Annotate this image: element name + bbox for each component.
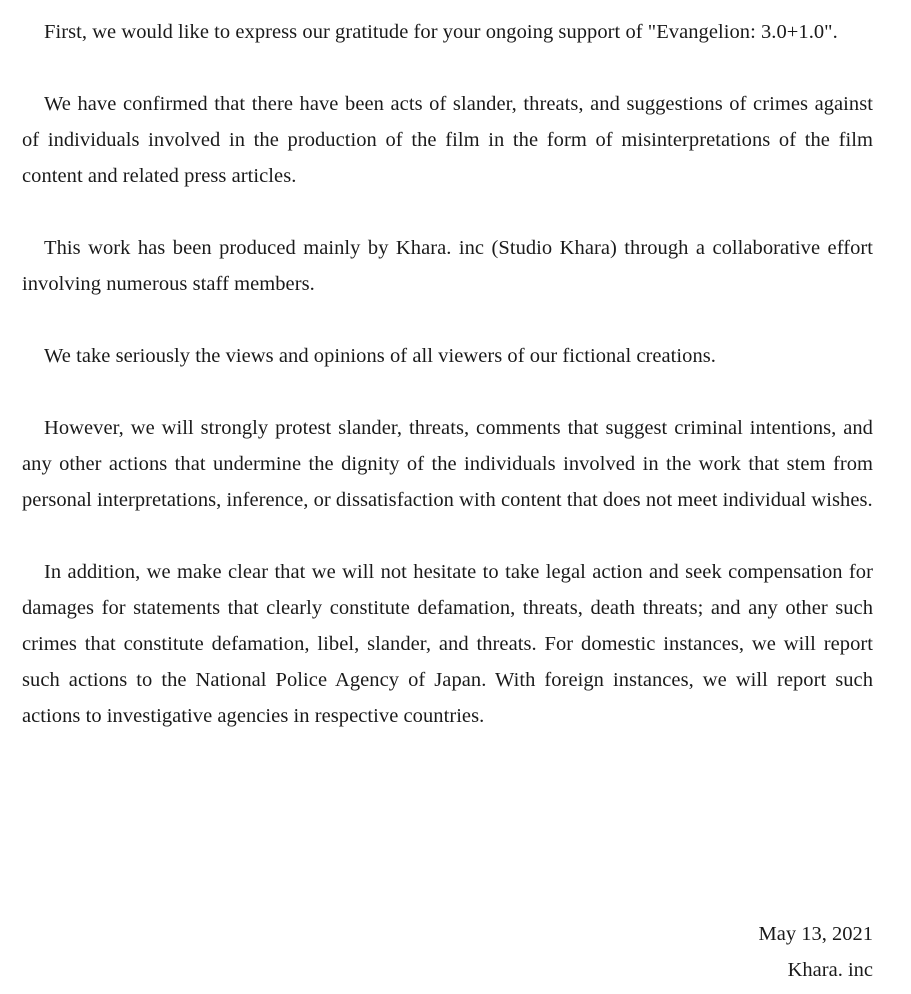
paragraph-production: This work has been produced mainly by Khara. inc (Studio Khara) through a collaborative effort involving numerous staff members. bbox=[22, 237, 873, 295]
paragraph-gratitude: First, we would like to express our gratitude for your ongoing support of "Evangelion: 3.0+1.0". bbox=[44, 21, 838, 43]
paragraph-confirmed-acts: We have confirmed that there have been acts of slander, threats, and suggestions of crimes against of individuals involved in the production of the film in the form of misinterpretations of the film content and related press articles. bbox=[22, 93, 873, 187]
signature-company: Khara. inc bbox=[787, 959, 873, 981]
paragraph-legal-action: In addition, we make clear that we will not hesitate to take legal action and seek compensation for damages for statements that clearly constitute defamation, threats, death threats; and any other such crimes that constitute defamation, libel, slander, and threats. For domestic instances, we will report such actions to the National Police Agency of Japan. With foreign instances, we will report such actions to investigative agencies in respective countries. bbox=[22, 561, 873, 727]
statement-document bbox=[22, 14, 873, 770]
paragraph-views: We take seriously the views and opinions of all viewers of our fictional creations. bbox=[44, 345, 716, 367]
signature-date: May 13, 2021 bbox=[758, 923, 873, 945]
paragraph-protest: However, we will strongly protest slander, threats, comments that suggest criminal intentions, and any other actions that undermine the dignity of the individuals involved in the work that stem from personal interpretations, inference, or dissatisfaction with content that does not meet individual wishes. bbox=[22, 417, 873, 511]
signature-block bbox=[759, 916, 873, 988]
